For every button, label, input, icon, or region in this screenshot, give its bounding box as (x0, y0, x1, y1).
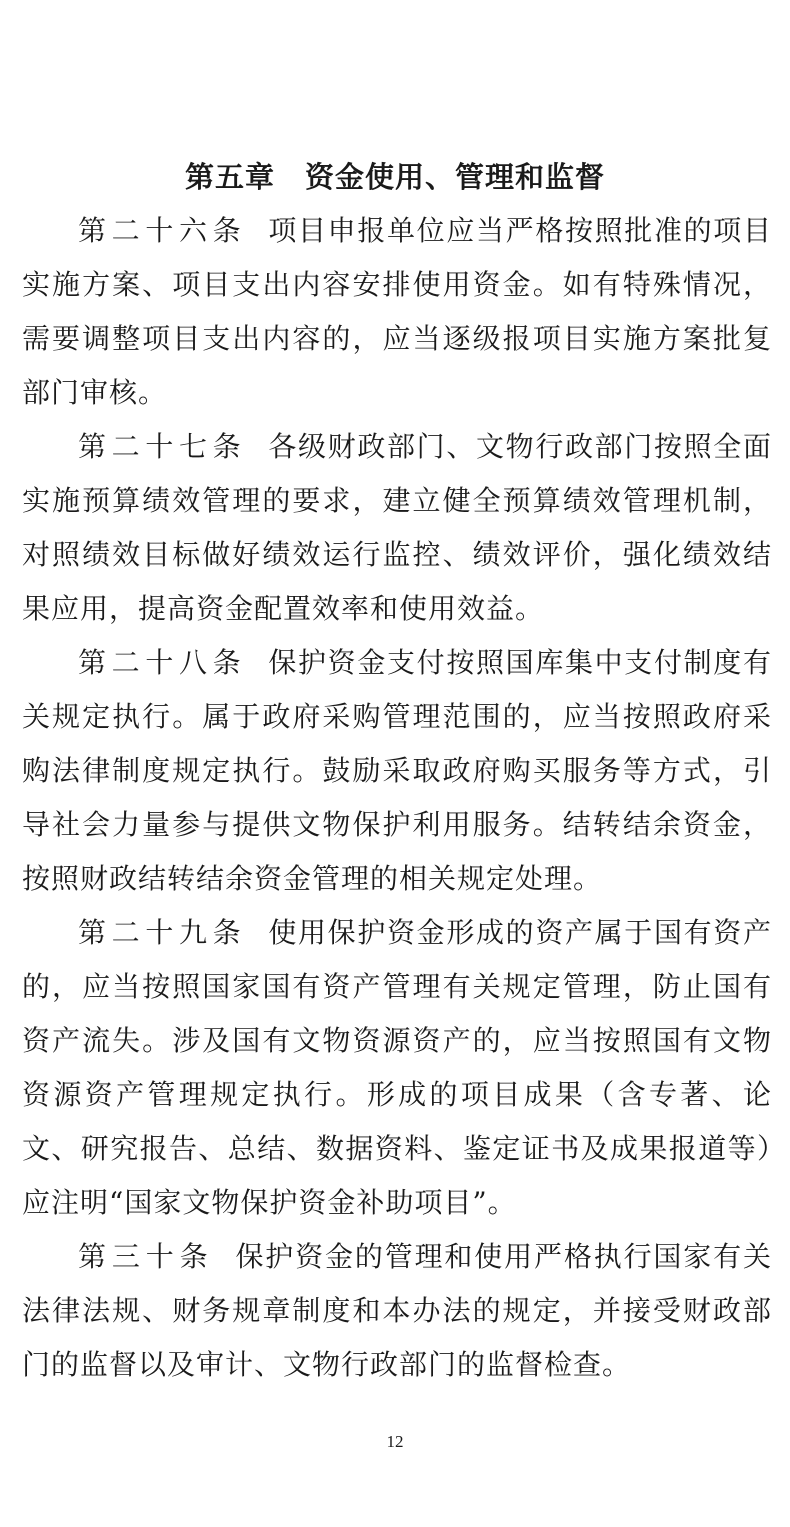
article-27 (22, 420, 772, 636)
article-28 (22, 636, 772, 906)
article-text: 使用保护资金形成的资产属于国有资产的，应当按照国家国有资产管理有关规定管理，防止国有资产流失。涉及国有文物资源资产的，应当按照国有文物资源资产管理规定执行。形成的项目成果（含专著、论文、研究报告、总结、数据资料、鉴定证书及成果报道等）应注明“国家文物保护资金补助项目”。 (22, 916, 772, 1219)
page-number: 12 (386, 1432, 404, 1451)
article-26 (22, 204, 772, 420)
document-body (22, 204, 772, 1392)
article-text: 项目申报单位应当严格按照批准的项目实施方案、项目支出内容安排使用资金。如有特殊情况，需要调整项目支出内容的，应当逐级报项目实施方案批复部门审核。 (22, 214, 772, 409)
article-number: 第二十八条 (78, 646, 247, 679)
article-number: 第二十六条 (78, 214, 247, 247)
article-number: 第二十七条 (78, 430, 247, 463)
article-number: 第三十条 (78, 1240, 214, 1273)
article-29 (22, 906, 772, 1230)
article-number: 第二十九条 (78, 916, 247, 949)
chapter-title: 第五章 资金使用、管理和监督 (184, 160, 605, 194)
article-text: 保护资金的管理和使用严格执行国家有关法律法规、财务规章制度和本办法的规定，并接受财政部门的监督以及审计、文物行政部门的监督检查。 (22, 1240, 772, 1381)
article-text: 各级财政部门、文物行政部门按照全面实施预算绩效管理的要求，建立健全预算绩效管理机制，对照绩效目标做好绩效运行监控、绩效评价，强化绩效结果应用，提高资金配置效率和使用效益。 (22, 430, 772, 625)
article-text: 保护资金支付按照国库集中支付制度有关规定执行。属于政府采购管理范围的，应当按照政府采购法律制度规定执行。鼓励采取政府购买服务等方式，引导社会力量参与提供文物保护利用服务。结转结余资金，按照财政结转结余资金管理的相关规定处理。 (22, 646, 772, 895)
article-30 (22, 1230, 772, 1392)
